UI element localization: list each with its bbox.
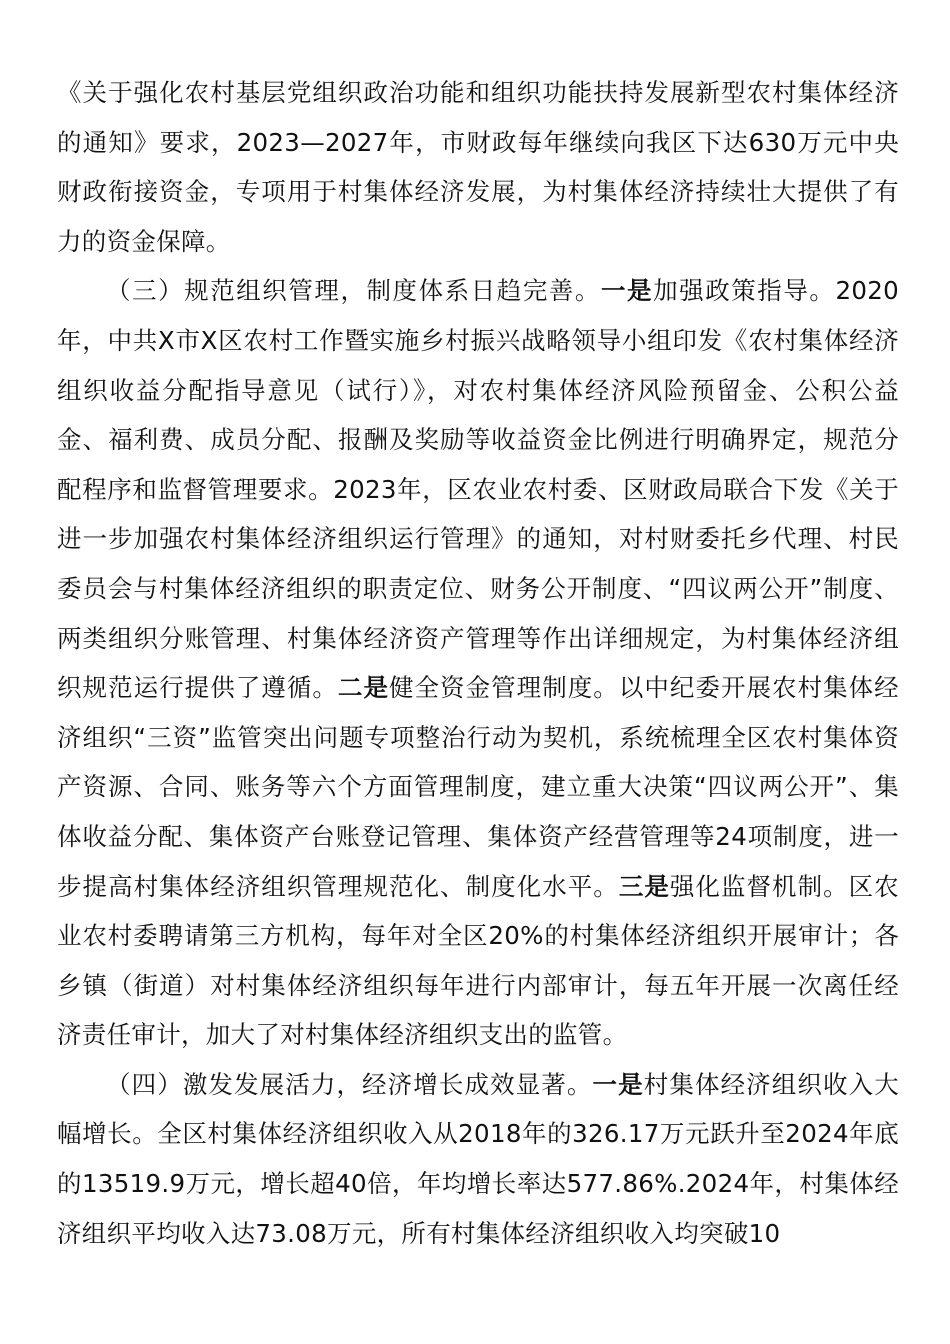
section-heading-4: （四）激发发展活力，经济增长成效显著。 [106,1069,593,1099]
section-heading-3: （三）规范组织管理，制度体系日趋完善。 [106,276,601,306]
lead-third: 三是 [618,871,670,901]
text-first: 村集体经济组织收入大幅增长。全区村集体经济组织收入从2018年的326.17万元跃升至2024年底的13519.9万元，增长超40倍，年均增长率达577.86%.2024年，村集体经济组织平均收入达73.08万元，所有村集体经济组织收入均突破10 [57,1069,900,1248]
lead-first: 一是 [600,276,654,306]
paragraph-funding-notice [57,68,899,266]
paragraph-development-vitality [57,1060,899,1258]
lead-second: 二是 [337,673,389,703]
text-first: 加强政策指导。2020年，中共X市X区农村工作暨实施乡村振兴战略领导小组印发《农村集体经济组织收益分配指导意见（试行）》，对农村集体经济风险预留金、公积公益金、福利费、成员分配、报酬及奖励等收益资金比例进行明确界定，规范分配程序和监督管理要求。2023年，区农业农村委、区财政局联合下发《关于进一步加强农村集体经济组织运行管理》的通知，对村财委托乡代理、村民委员会与村集体经济组织的职责定位、财务公开制度、“四议两公开”制度、两类组织分账管理、村集体经济资产管理等作出详细规定，为村集体经济组织规范运行提供了遵循。 [57,276,900,703]
text-second: 健全资金管理制度。以中纪委开展农村集体经济组织“三资”监管突出问题专项整治行动为契机，系统梳理全区农村集体资产资源、合同、账务等六个方面管理制度，建立重大决策“四议两公开”、集体收益分配、集体资产台账登记管理、集体资产经营管理等24项制度，进一步提高村集体经济组织管理规范化、制度化水平。 [57,673,899,901]
paragraph-text: 《关于强化农村基层党组织政治功能和组织功能扶持发展新型农村集体经济的通知》要求，2023—2027年，市财政每年继续向我区下达630万元中央财政衔接资金，专项用于村集体经济发展，为村集体经济持续壮大提供了有力的资金保障。 [57,78,899,256]
text-third: 强化监督机制。区农业农村委聘请第三方机构，每年对全区20%的村集体经济组织开展审计；各乡镇（街道）对村集体经济组织每年进行内部审计，每五年开展一次离任经济责任审计，加大了对村集体经济组织支出的监管。 [57,871,899,1050]
document-page [57,68,899,1258]
paragraph-organization-management [57,266,899,1060]
lead-first: 一是 [592,1069,644,1099]
